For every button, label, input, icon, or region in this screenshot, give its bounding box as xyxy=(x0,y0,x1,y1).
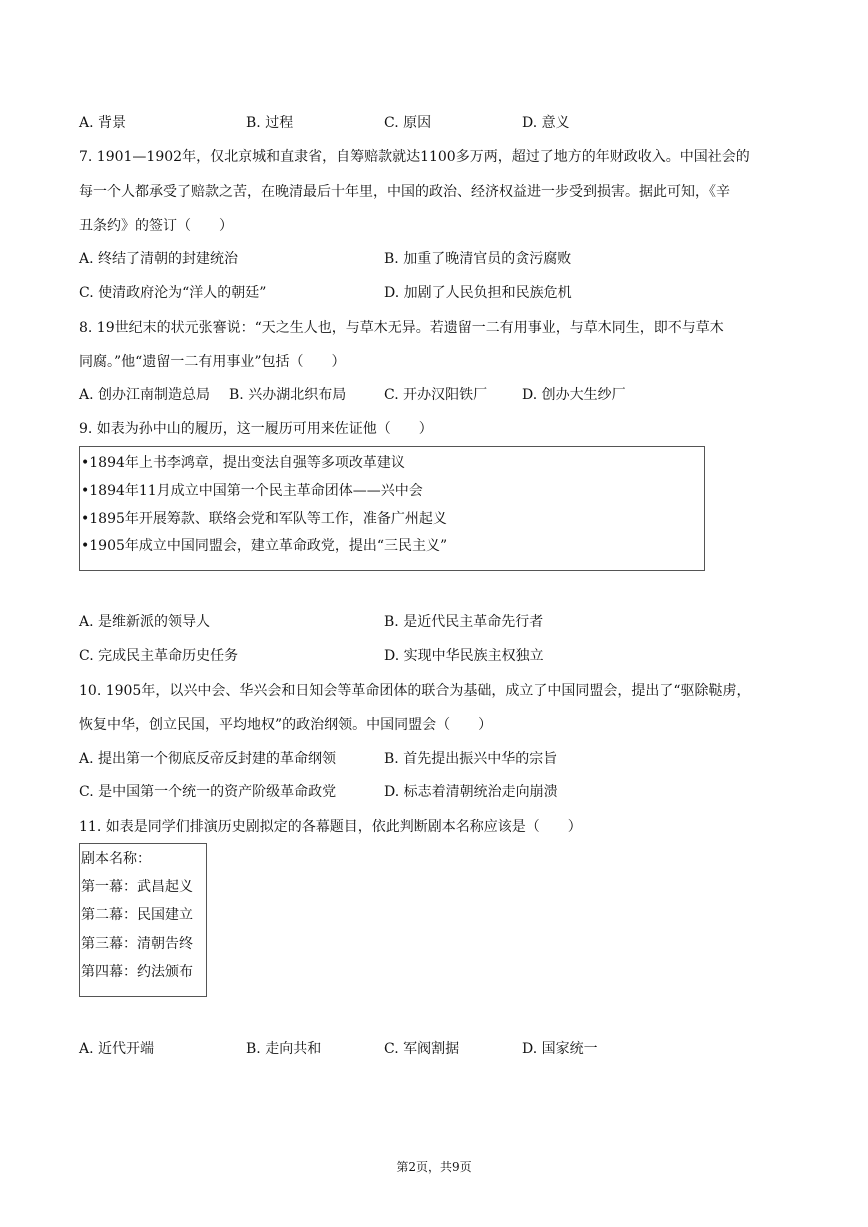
q9-options-row-1 xyxy=(79,612,799,632)
q10-option-c: C. 是中国第一个统一的资产阶级革命政党 xyxy=(79,784,337,800)
q10-options-row-1 xyxy=(79,749,799,769)
q9-table-row-3: •1895年开展筹款、联络会党和军队等工作，准备广州起义 xyxy=(81,511,447,527)
q6-option-d: D. 意义 xyxy=(522,115,570,131)
q7-stem-line-3: 丑条约》的签订（ ） xyxy=(79,218,233,234)
q10-option-d: D. 标志着清朝统治走向崩溃 xyxy=(384,784,558,800)
q11-table-row-1: 剧本名称： xyxy=(81,851,151,867)
q9-options-row-2 xyxy=(79,646,799,666)
q7-option-b: B. 加重了晚清官员的贪污腐败 xyxy=(384,251,572,267)
q8-option-d: D. 创办大生纱厂 xyxy=(522,387,626,403)
q11-stem: 11. 如表是同学们排演历史剧拟定的各幕题目，依此判断剧本名称应该是（ ） xyxy=(79,819,582,835)
q9-option-d: D. 实现中华民族主权独立 xyxy=(384,648,544,664)
q7-options-row-2 xyxy=(79,283,799,303)
q9-option-a: A. 是维新派的领导人 xyxy=(79,614,211,630)
q7-options-row-1 xyxy=(79,249,799,269)
q11-option-c: C. 军阀割据 xyxy=(384,1041,460,1057)
q8-stem-line-2: 同腐。”他“遗留一二有用事业”包括（ ） xyxy=(79,354,346,370)
q11-table-row-2: 第一幕：武昌起义 xyxy=(81,879,193,895)
q7-option-c: C. 使清政府沦为“洋人的朝廷” xyxy=(79,285,267,301)
q9-resume-table xyxy=(79,446,705,571)
q10-option-a: A. 提出第一个彻底反帝反封建的革命纲领 xyxy=(79,751,337,767)
page-number-footer: 第2页，共9页 xyxy=(396,1160,472,1174)
q8-stem-line-1: 8. 19世纪末的状元张謇说：“天之生人也，与草木无异。若遗留一二有用事业，与草木同生，即不与草木 xyxy=(79,320,724,336)
q11-option-a: A. 近代开端 xyxy=(79,1041,155,1057)
q10-stem-line-2: 恢复中华，创立民国，平均地权”的政治纲领。中国同盟会（ ） xyxy=(79,717,493,733)
q7-stem-line-2: 每一个人都承受了赔款之苦，在晚清最后十年里，中国的政治、经济权益进一步受到损害。据此可知，《辛 xyxy=(79,184,730,200)
q9-table-row-4: •1905年成立中国同盟会，建立革命政党，提出“三民主义” xyxy=(81,538,448,554)
q8-option-b: B. 兴办湖北织布局 xyxy=(229,387,347,403)
q11-script-table xyxy=(79,843,207,997)
q11-table-row-4: 第三幕：清朝告终 xyxy=(81,936,193,952)
q8-option-c: C. 开办汉阳铁厂 xyxy=(384,387,488,403)
q11-option-d: D. 国家统一 xyxy=(522,1041,598,1057)
q9-option-c: C. 完成民主革命历史任务 xyxy=(79,648,239,664)
q9-stem: 9. 如表为孙中山的履历，这一履历可用来佐证他（ ） xyxy=(79,421,433,437)
q8-option-a: A. 创办江南制造总局 xyxy=(79,387,211,403)
q7-stem-line-1: 7. 1901—1902年，仅北京城和直隶省，自筹赔款就达1100多万两，超过了地方的年财政收入。中国社会的 xyxy=(79,149,750,165)
q10-option-b: B. 首先提出振兴中华的宗旨 xyxy=(384,751,558,767)
q6-option-a: A. 背景 xyxy=(79,115,127,131)
q11-options xyxy=(79,1039,799,1059)
q7-option-d: D. 加剧了人民负担和民族危机 xyxy=(384,285,572,301)
q6-option-c: C. 原因 xyxy=(384,115,432,131)
q9-table-row-1: •1894年上书李鸿章，提出变法自强等多项改革建议 xyxy=(81,455,405,471)
q6-option-b: B. 过程 xyxy=(246,115,294,131)
q6-options xyxy=(79,113,799,133)
q8-options xyxy=(79,385,799,405)
q10-options-row-2 xyxy=(79,782,799,802)
q11-option-b: B. 走向共和 xyxy=(246,1041,322,1057)
q11-table-row-3: 第二幕：民国建立 xyxy=(81,907,193,923)
q7-option-a: A. 终结了清朝的封建统治 xyxy=(79,251,239,267)
q9-table-row-2: •1894年11月成立中国第一个民主革命团体——兴中会 xyxy=(81,483,423,499)
q9-option-b: B. 是近代民主革命先行者 xyxy=(384,614,544,630)
q10-stem-line-1: 10. 1905年，以兴中会、华兴会和日知会等革命团体的联合为基础，成立了中国同盟会，提出了“驱除鞑虏， xyxy=(79,683,751,699)
q11-table-row-5: 第四幕：约法颁布 xyxy=(81,964,193,980)
